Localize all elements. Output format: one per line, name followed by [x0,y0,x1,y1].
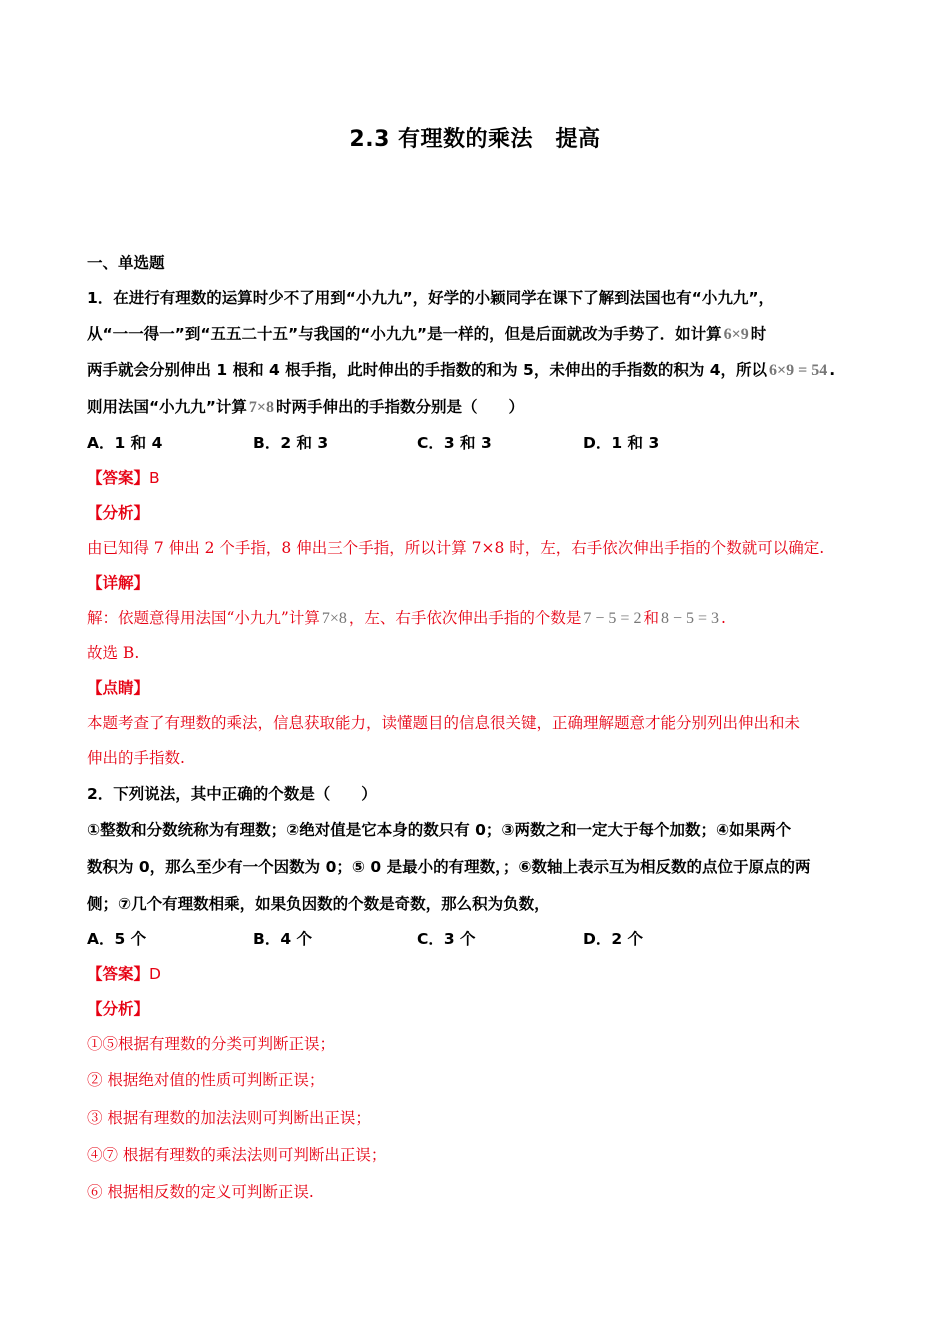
q2-analysis-line: ③ 根据有理数的加法法则可判断出正误； [87,1109,371,1127]
q2-stem-line-2: ①整数和分数统称为有理数；②绝对值是它本身的数只有 0；③两数之和一定大于每个加数；④如果两个 [87,821,792,839]
q1-analysis-label: 【分析】 [87,504,150,522]
q1-stem-text: . [829,361,836,379]
q1-analysis-text: 由已知得 7 伸出 2 个手指，8 伸出三个手指，所以计算 7×8 时，左，右手依次伸出手指的个数就可以确定. [87,539,825,557]
q1-comment-label: 【点睛】 [87,679,150,697]
answer-value: B [149,469,160,487]
detail-text: 解：依题意得用法国“小九九”计算 [87,609,320,627]
q1-stem-line-3 [87,359,835,382]
q2-option-c: C．3 个 [417,930,476,948]
q1-comment-line-2: 伸出的手指数. [87,749,185,767]
detail-math-expression: 7×8 [321,610,347,627]
q1-answer [87,467,160,489]
q1-comment-line-1: 本题考查了有理数的乘法，信息获取能力，读懂题目的信息很关键，正确理解题意才能分别列出伸出和未 [87,714,801,732]
q1-stem-text: 则用法国“小九九”计算 [87,398,247,416]
q2-analysis-line: ⑥ 根据相反数的定义可判断正误. [87,1183,314,1201]
q1-option-d: D．1 和 3 [583,434,660,452]
q2-analysis-line: ② 根据绝对值的性质可判断正误； [87,1071,325,1089]
q1-math-expression: 6×9 = 54 [769,362,828,379]
q1-math-expression: 7×8 [248,399,274,416]
q2-option-a: A．5 个 [87,930,147,948]
q2-stem-line-3: 数积为 0，那么至少有一个因数为 0；⑤ 0 是最小的有理数，；⑥数轴上表示互为相反数的点位于原点的两 [87,858,811,876]
q2-answer [87,963,161,985]
q2-stem-line-1: 2．下列说法，其中正确的个数是（ ） [87,785,377,803]
q1-options [87,432,867,454]
q1-option-a: A．1 和 4 [87,434,163,452]
q1-option-c: C．3 和 3 [417,434,492,452]
q1-detail-label: 【详解】 [87,574,150,592]
q1-stem-text: 时两手伸出的手指数分别是（ ） [276,398,525,416]
section-heading: 一、单选题 [87,254,165,272]
q2-stem-line-4: 侧；⑦几个有理数相乘，如果负因数的个数是奇数，那么积为负数， [87,895,550,913]
q1-conclusion: 故选 B. [87,644,140,662]
detail-math-expression: 7 − 5 = 2 [583,610,642,627]
q1-stem-line-1: 1．在进行有理数的运算时少不了用到“小九九”，好学的小颖同学在课下了解到法国也有“小九九”， [87,289,775,307]
q1-stem-text: 时 [750,325,767,343]
q1-option-b: B．2 和 3 [253,434,329,452]
answer-label: 【答案】 [87,469,150,487]
q2-analysis-label: 【分析】 [87,1000,150,1018]
q2-analysis-line: ④⑦ 根据有理数的乘法法则可判断出正误； [87,1146,387,1164]
q1-detail-text [87,607,726,630]
detail-text: 和 [643,609,659,627]
q2-option-d: D．2 个 [583,930,644,948]
q1-math-expression: 6×9 [723,326,749,343]
q1-stem-text: 两手就会分别伸出 1 根和 4 根手指，此时伸出的手指数的和为 5，未伸出的手指数的积为 4，所以 [87,361,768,379]
q2-analysis-line: ①⑤根据有理数的分类可判断正误； [87,1035,336,1053]
answer-label: 【答案】 [87,965,150,983]
q1-stem-line-4 [87,396,524,419]
q1-stem-line-2 [87,323,766,346]
answer-value: D [149,965,161,983]
page-title: 2.3 有理数的乘法 提高 [349,127,601,152]
q2-option-b: B．4 个 [253,930,312,948]
q1-stem-text: 从“一一得一”到“五五二十五”与我国的“小九九”是一样的，但是后面就改为手势了．如计算 [87,325,722,343]
detail-text: ，左、右手依次伸出手指的个数是 [348,609,582,627]
detail-math-expression: 8 − 5 = 3 [660,610,720,627]
detail-text: . [721,609,726,627]
q2-options [87,928,867,950]
